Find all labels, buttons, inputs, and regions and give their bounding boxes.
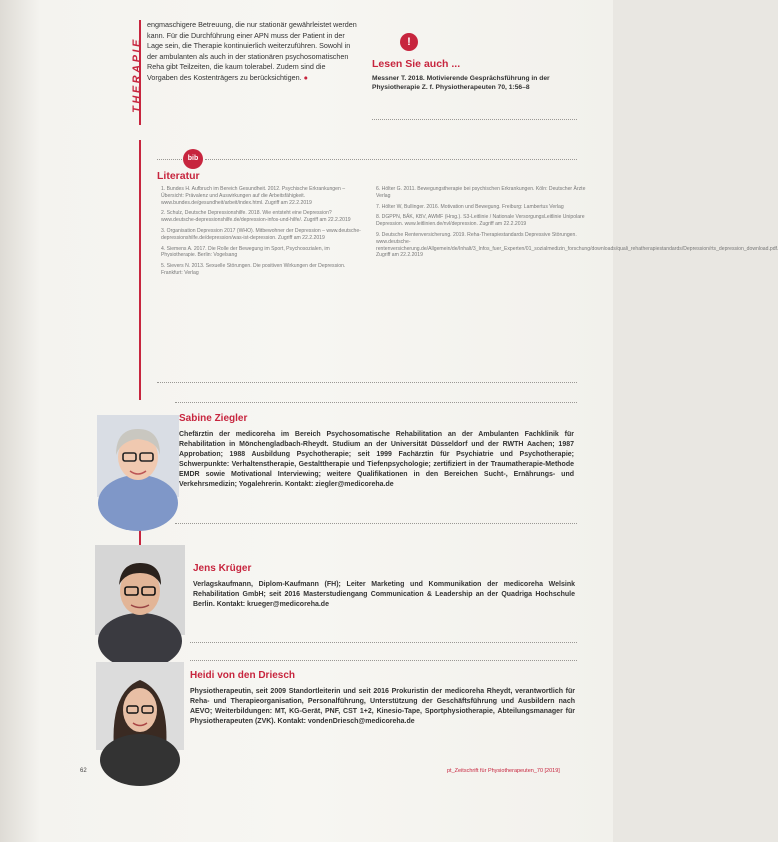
book-icon: bib	[183, 149, 203, 169]
divider	[157, 159, 182, 160]
side-red-line-mid	[139, 140, 141, 400]
reference-item: 5. Sievers N. 2013. Sexuelle Störungen. Die positiven Wirkungen der Depression. Frankfurt: Verlag	[161, 263, 346, 276]
reference-item: 7. Hölter W, Bullinger. 2016. Motivation und Bewegung. Freiburg: Lambertus Verlag	[376, 203, 564, 210]
lesen-title: Lesen Sie auch ...	[372, 58, 461, 70]
reference-item: 4. Siemens A. 2017. Die Rolle der Bewegung im Sport, Psychosozialen, im Physiotherapie. Berlin: Vogelsang	[161, 245, 330, 259]
divider	[205, 159, 577, 160]
references-right	[362, 186, 778, 263]
divider	[372, 119, 577, 120]
avatar-sabine-ziegler	[97, 415, 179, 497]
journal-footer: pt_Zeitschrift für Physiotherapeuten_70 [2019]	[447, 768, 560, 774]
avatar-heidi-von-den-driesch	[96, 662, 184, 750]
divider	[190, 660, 577, 661]
lesen-reference: Messner T. 2018. Motivierende Gesprächsführung in der Physiotherapie Z. f. Physiotherapeuten 70, 1:56–8	[372, 75, 550, 91]
portrait-icon	[95, 545, 185, 635]
reference-item: 1. Bundes H. Aufbruch im Bereich Gesundheit. 2012. Psychische Erkrankungen – Übersicht: Prävalenz und Auswirkungen auf die Arbeitsfähigkeit. www.bundes.de/gesundheit/arbeit/index.html. Zugriff am 22.2.2019	[161, 186, 346, 206]
divider	[175, 523, 577, 524]
reference-item: 6. Hölter G. 2011. Bewegungstherapie bei psychischen Erkrankungen. Köln: Deutscher Ärzte Verlag	[376, 186, 586, 199]
end-mark-icon: ●	[303, 72, 308, 82]
bio-text: Physiotherapeutin, seit 2009 Standortleiterin und seit 2016 Prokuristin der medicoreha Rheydt, verantwortlich für Reha- und Therapieorganisation, Personalführung, Unterstützung der Geschäftsführung und Ausbildern nach AEVO; Weiterbildungen: MT, KG-Gerät, PNF, CST 1+2, Kinesio-Tape, Sportphysiotherapie, Abteilungsmanager für Physiotherapeuten (ZVK). Kontakt: vondenDriesch@medicoreha.de	[190, 688, 575, 725]
avatar-jens-krueger	[95, 545, 185, 635]
intro-text: engmaschigere Betreuung, die nur stationär gewährleistet werden kann. Für die Durchführung einer APN muss der Patient in der Lage sein, die Therapie kontinuierlich weiterzuführen. Sowohl in der ambulanten als auch in der stationären psychosomatischen Reha gibt Teilzeiten, die kaum tolerabel. Zudem sind die Vorgaben des Kostenträgers zu berücksichtigen.	[147, 20, 357, 82]
bio-jens-krueger	[193, 563, 575, 610]
section-label	[127, 20, 147, 130]
literature-title: Literatur	[157, 170, 200, 182]
bio-text: Chefärztin der medicoreha im Bereich Psychosomatische Rehabilitation an der Ambulanten Fachklinik für Rehabilitation in Mönchengladbach-Rheydt. Studium an der Universität Düsseldorf und der RWTH Aachen; 1987 Approbation; 1988 Ausbildung Psychotherapie; seit 1999 Fachärztin für Psychiatrie und Psychotherapie; Schwerpunkte: Verhaltenstherapie, Gestalttherapie und Tiefenpsychologie; zertifiziert in der Traumatherapie-Methode EMDR sowie Motivational Interviewing; weitere Qualifikationen in den Bereichen Sucht-, Ernährungs- und Verkehrsmedizin; Yogalehrerin. Kontakt: ziegler@medicoreha.de	[179, 431, 574, 488]
divider	[175, 402, 577, 403]
divider	[190, 642, 577, 643]
bio-name: Heidi von den Driesch	[190, 670, 296, 681]
intro-paragraph	[147, 20, 357, 84]
exclamation-icon: !	[400, 33, 418, 51]
references-left	[147, 186, 361, 281]
divider	[157, 382, 577, 383]
bio-heidi-von-den-driesch	[190, 670, 575, 727]
bio-name: Jens Krüger	[193, 563, 252, 574]
reference-item: 8. DGPPN, BÄK, KBV, AWMF (Hrsg.). S3-Leitlinie / Nationale VersorgungsLeitlinie Unipolare Depression. www.leitlinien.de/nvl/depression. Zugriff am 22.2.2019	[376, 214, 585, 228]
bio-sabine-ziegler	[179, 413, 574, 490]
reference-item: 9. Deutsche Rentenversicherung. 2019. Reha-Therapiestandards Depressive Störungen. www.deutsche-rentenversicherung.de/Allgemein/de/Inhalt/3_Infos_fuer_Experten/01_sozialmedizin_forschung/downloads/quali_rehatherapiestandards/Depression/rts_depression_download.pdf. Zugriff am 22.2.2019	[376, 231, 778, 259]
page-number: 62	[80, 768, 87, 774]
reference-item: 3. Organisation Depression 2017 (WHO). Mitbewohner der Depression – www.deutsche-depressionshilfe.de/depression/was-ist-depression. Zugriff am 22.2.2019	[161, 227, 361, 241]
portrait-icon	[96, 662, 184, 750]
bio-text: Verlagskaufmann, Diplom-Kaufmann (FH); Leiter Marketing und Kommunikation der medicoreha Welsink Rehabilitation GmbH; seit 2016 Masterstudiengang Communication & Leadership an der Quadriga Hochschule Berlin. Kontakt: krueger@medicoreha.de	[193, 581, 575, 608]
reference-item: 2. Schulz, Deutsche Depressionshilfe. 2018. Wie entsteht eine Depression? www.deutsche-depressionshilfe.de/depression-infos-und-hilfe/. Zugriff am 22.2.2019	[161, 210, 351, 224]
bio-name: Sabine Ziegler	[179, 413, 248, 424]
section-label-text: THERAPIE	[131, 37, 143, 113]
portrait-icon	[97, 415, 179, 497]
